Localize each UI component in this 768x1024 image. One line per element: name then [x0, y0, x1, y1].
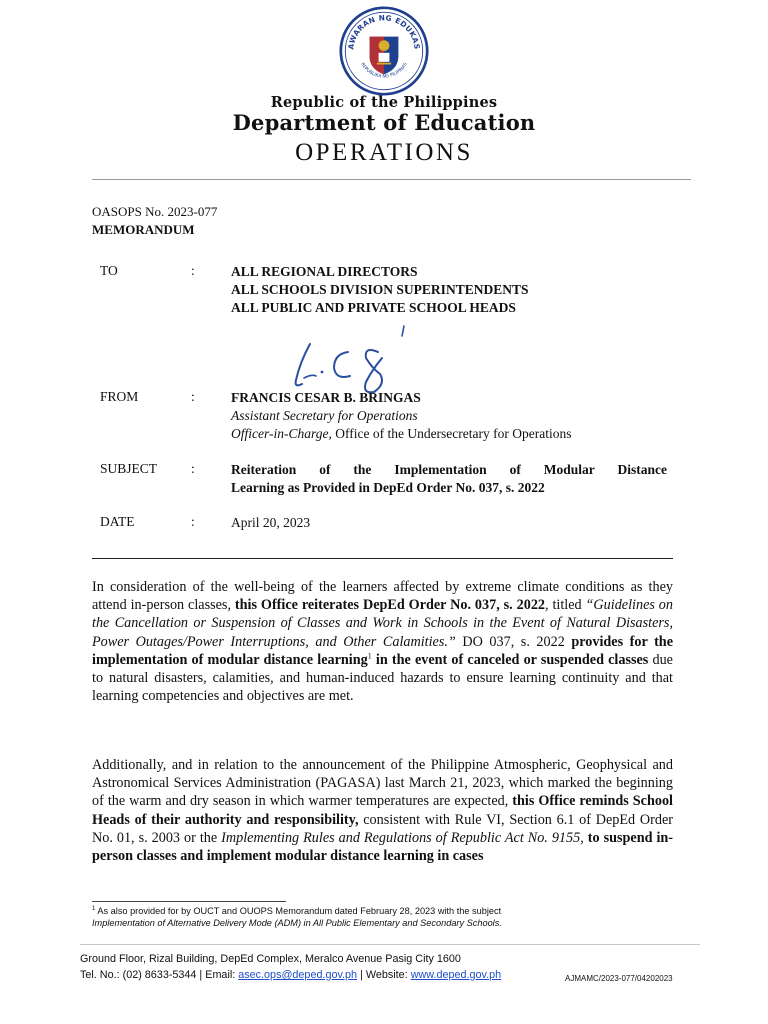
body-paragraph-2: Additionally, and in relation to the announcement of the Philippine Atmospheric, Geophysical and Astronomical Services Administration (PAGASA) last March 21, 2023, which marked the beginning of the warm and dry season in which warmer temperatures are expected, this Office reminds School Heads of their authority and responsibility, consistent with Rule VI, Section 6.1 of DepEd Order No. 01, s. 2003 or the Implementing Rules and Regulations of Republic Act No. 9155, to suspend in-person classes and implement modular distance learning in cases [92, 757, 674, 865]
to-colon: : [191, 263, 195, 278]
from-title: Assistant Secretary for Operations [231, 408, 418, 423]
footnote: $^1$ As also provided for by OUCT and OUOPS Memorandum dated February 28, 2023 with the subject Implementation of Alternative Delivery Mode (ADM) in All Public Elementary and Secondary Schools. [92, 905, 502, 928]
department-heading: Department of Education [232, 110, 536, 135]
document-code: AJMAMC/2023-077/04202023 [565, 974, 673, 983]
header-divider [92, 179, 691, 180]
to-label: TO [100, 263, 118, 278]
footer-contact: Tel. No.: (02) 8633-5344 | Email: asec.ops@deped.gov.ph | Website: www.deped.gov.ph [80, 969, 502, 981]
website-link[interactable]: www.deped.gov.ph [410, 969, 502, 981]
to-recipient: ALL SCHOOLS DIVISION SUPERINTENDENTS [231, 282, 529, 297]
from-label: FROM [100, 389, 139, 404]
footer-divider [80, 944, 700, 945]
office-heading: OPERATIONS [295, 139, 473, 166]
svg-text:REPUBLIKA NG PILIPINAS: REPUBLIKA NG PILIPINAS [359, 62, 409, 80]
subject-line-2: Learning as Provided in DepEd Order No. 037, s. 2022 [231, 480, 545, 495]
to-recipient: ALL REGIONAL DIRECTORS [231, 264, 418, 279]
date-colon: : [191, 514, 195, 529]
from-oic-italic: Officer-in-Charge, [231, 426, 332, 441]
from-name: FRANCIS CESAR B. BRINGAS [231, 390, 421, 405]
from-oic [231, 425, 572, 443]
email-link[interactable]: asec.ops@deped.gov.ph [238, 969, 358, 981]
date-value: April 20, 2023 [231, 515, 311, 530]
deped-seal-logo [339, 6, 429, 96]
memo-number: OASOPS No. 2023-077 [92, 204, 218, 219]
svg-text:KAGAWARAN NG EDUKASYON: AWARAN NG EDUKAS [346, 13, 422, 51]
to-recipient: ALL PUBLIC AND PRIVATE SCHOOL HEADS [231, 300, 516, 315]
section-divider [92, 558, 673, 559]
footnote-marker: 1 [367, 651, 372, 661]
from-colon: : [191, 389, 195, 404]
footer-address: Ground Floor, Rizal Building, DepEd Complex, Meralco Avenue Pasig City 1600 [80, 953, 461, 965]
date-label: DATE [100, 514, 135, 529]
subject-line-1: Reiteration of the Implementation of Modular Distance [231, 462, 667, 477]
republic-heading: Republic of the Philippines [270, 94, 498, 111]
memo-type: MEMORANDUM [92, 222, 195, 237]
subject-label: SUBJECT [100, 461, 158, 476]
body-paragraph-1: In consideration of the well-being of the learners affected by extreme climate conditions as they attend in-person classes, this Office reiterates DepEd Order No. 037, s. 2022, titled “Guidelines on the Cancellation or Suspension of Classes and Work in Schools in the Event of Natural Disasters, Power Outages/Power Interruptions, and Other Calamities.” DO 037, s. 2022 provides for the implementation of modular distance learning$^1$ in the event of canceled or suspended classes due to natural disasters, calamities, and human-induced hazards to ensure learning continuity and that learning competencies and objectives are met. [92, 579, 673, 705]
from-oic-rest: Office of the Undersecretary for Operations [331, 426, 572, 441]
subject-colon: : [191, 461, 195, 476]
footnote-divider [92, 901, 286, 902]
